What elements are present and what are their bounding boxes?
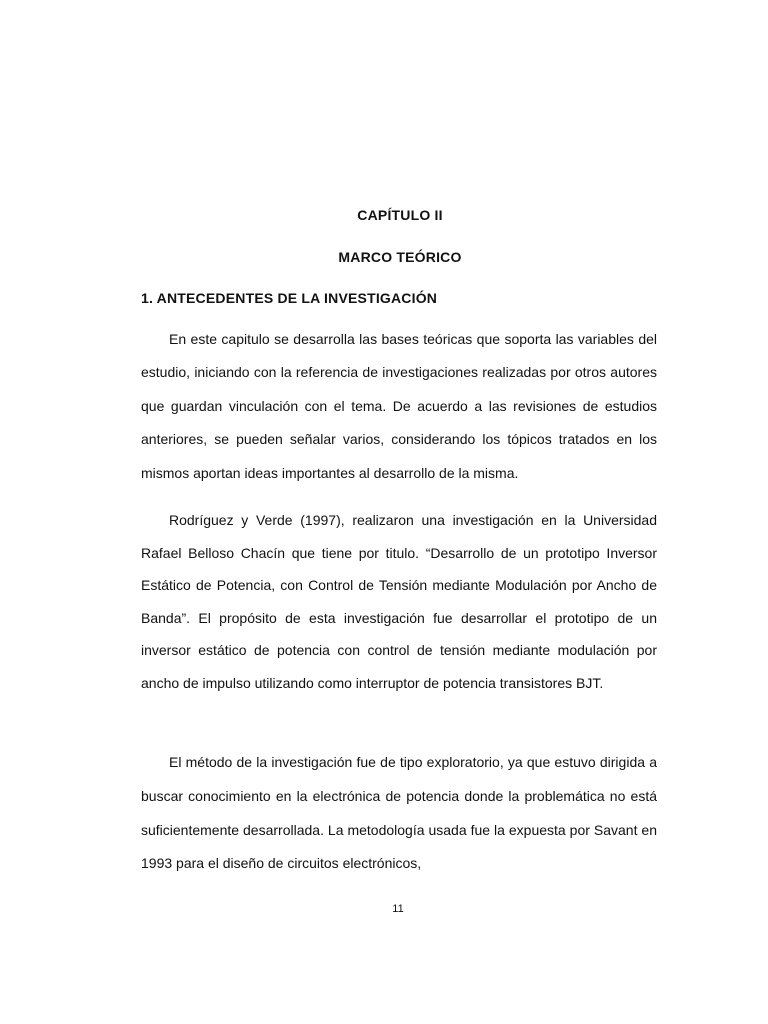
section-heading: 1. ANTECEDENTES DE LA INVESTIGACIÓN	[141, 290, 438, 306]
page-number: 11	[392, 903, 404, 915]
paragraph-intro: En este capitulo se desarrolla las bases teóricas que soporta las variables del estudio, iniciando con la referencia de investigaciones realizadas por otros autores que guardan vinculación con el tema. De acuerdo a las revisiones de estudios anteriores, se pueden señalar varios, considerando los tópicos tratados en los mismos aportan ideas importantes al desarrollo de la misma.	[141, 331, 657, 481]
paragraph-method: El método de la investigación fue de tipo exploratorio, ya que estuvo dirigida a buscar conocimiento en la electrónica de potencia donde la problemática no está suficientemente desarrollada. La metodología usada fue la expuesta por Savant en 1993 para el diseño de circuitos electrónicos,	[141, 754, 657, 872]
chapter-title: MARCO TEÓRICO	[338, 249, 462, 265]
chapter-label: CAPÍTULO II	[357, 207, 443, 223]
paragraph-rodriguez-verde: Rodríguez y Verde (1997), realizaron una investigación en la Universidad Rafael Belloso Chacín que tiene por titulo. “Desarrollo de un prototipo Inversor Estático de Potencia, con Control de Tensión mediante Modulación por Ancho de Banda”. El propósito de esta investigación fue desarrollar el prototipo de un inversor estático de potencia con control de tensión mediante modulación por ancho de impulso utilizando como interruptor de potencia transistores BJT.	[141, 512, 657, 691]
